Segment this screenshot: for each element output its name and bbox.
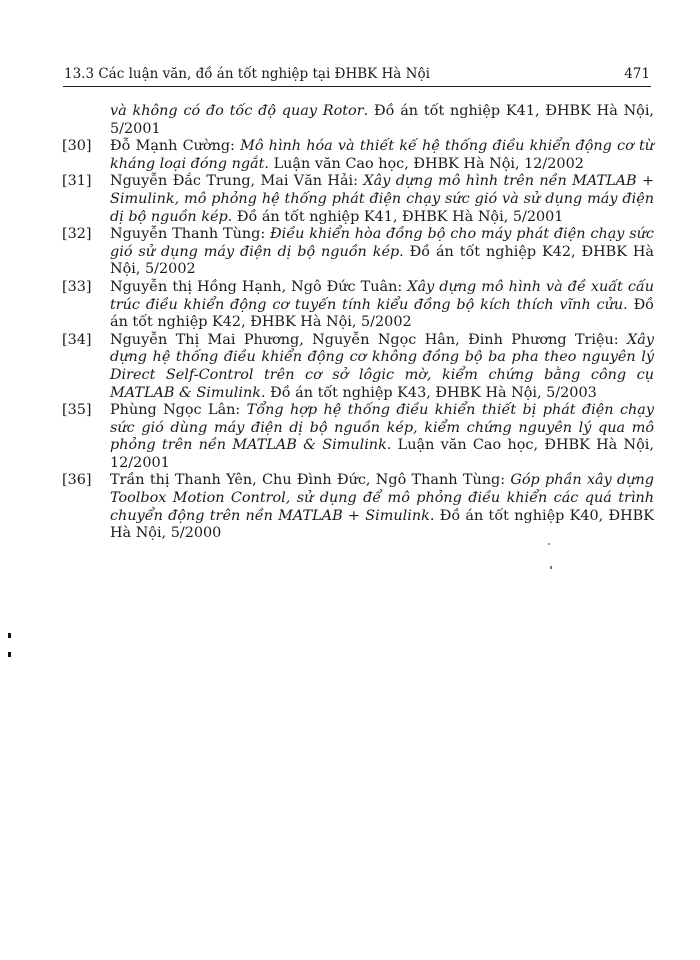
reference-title: Xây dựng mô hình và đề xuất cấu trúc điều khiển động cơ tuyến tính kiểu đồng bộ kích thích vĩnh cửu (110, 278, 655, 313)
reference-title: Điều khiển hòa đồng bộ cho máy phát điện chạy sức gió sử dụng máy điện dị bộ nguồn kép (110, 226, 654, 260)
scan-speck (548, 543, 550, 545)
reference-note: . Đồ án tốt nghiệp K42, ĐHBK Hà Nội, 5/2002 (110, 296, 654, 331)
scan-speck (8, 652, 11, 657)
reference-authors: Nguyễn thị Hồng Hạnh, Ngô Đức Tuân: (110, 278, 408, 295)
reference-item-36 (62, 472, 654, 542)
reference-note: . Đồ án tốt nghiệp K41, ĐHBK Hà Nội, 5/2001 (110, 103, 655, 137)
scan-speck (8, 633, 11, 638)
reference-number: [30] (62, 138, 92, 155)
reference-item-continued (62, 103, 654, 138)
reference-item-32 (62, 226, 654, 279)
reference-authors: Nguyễn Thanh Tùng: (110, 226, 271, 243)
reference-title: Xây dựng hệ thống điều khiển động cơ không đồng bộ ba pha theo nguyên lý Direct Self-Control trên cơ sở lôgic mờ, kiểm chứng bằng công cụ MATLAB & Simulink (110, 331, 654, 401)
reference-title: Góp phần xây dựng Toolbox Motion Control, sử dụng để mô phỏng điều khiển các quá trình chuyển động trên nền MATLAB + Simulink (110, 472, 655, 524)
reference-authors: Nguyễn Thị Mai Phương, Nguyễn Ngọc Hân, Đinh Phương Triệu: (110, 331, 628, 348)
running-header (64, 66, 650, 86)
reference-title: Mô hình hóa và thiết kế hệ thống điều khiển động cơ từ kháng loại đóng ngắt (110, 138, 654, 172)
reference-number: [34] (62, 331, 92, 348)
header-section-title: 13.3 Các luận văn, đồ án tốt nghiệp tại ĐHBK Hà Nội (64, 66, 430, 82)
reference-number: [33] (62, 278, 92, 295)
reference-number: [32] (62, 226, 92, 243)
header-divider (63, 86, 651, 87)
reference-title: Xây dựng mô hình trên nền MATLAB + Simulink, mô phỏng hệ thống phát điện chạy sức gió và sử dụng máy điện dị bộ nguồn kép (110, 173, 654, 225)
reference-note: . Đồ án tốt nghiệp K43, ĐHBK Hà Nội, 5/2003 (261, 384, 597, 401)
reference-number: [36] (62, 472, 92, 489)
reference-item-33 (62, 279, 654, 332)
reference-authors: Trần thị Thanh Yên, Chu Đình Đức, Ngô Thanh Tùng: (110, 472, 511, 489)
reference-title: Tổng hợp hệ thống điều khiển thiết bị phát điện chạy sức gió dùng máy điện dị bộ nguồn kép, kiểm chứng nguyên lý qua mô phỏng trên nền MATLAB & Simulink (110, 402, 655, 454)
reference-title: và không có đo tốc độ quay Rotor (110, 103, 364, 119)
reference-item-30 (62, 138, 654, 173)
reference-authors: Nguyễn Đắc Trung, Mai Văn Hải: (110, 173, 364, 190)
reference-authors: Đỗ Mạnh Cường: (110, 138, 241, 155)
reference-note: . Đồ án tốt nghiệp K40, ĐHBK Hà Nội, 5/2000 (110, 507, 654, 542)
reference-list (62, 103, 654, 543)
reference-number: [31] (62, 173, 92, 190)
reference-note: . Đồ án tốt nghiệp K42, ĐHBK Hà Nội, 5/2002 (110, 243, 654, 278)
reference-number: [35] (62, 402, 92, 419)
reference-note: . Luận văn Cao học, ĐHBK Hà Nội, 12/2002 (264, 155, 584, 172)
reference-item-31 (62, 173, 654, 226)
reference-item-34 (62, 332, 654, 402)
reference-note: . Đồ án tốt nghiệp K41, ĐHBK Hà Nội, 5/2001 (227, 208, 564, 225)
scan-speck (550, 566, 552, 569)
page-number: 471 (624, 66, 650, 82)
reference-item-35 (62, 402, 654, 472)
reference-authors: Phùng Ngọc Lân: (110, 402, 247, 419)
reference-note: . Luận văn Cao học, ĐHBK Hà Nội, 12/2001 (110, 437, 654, 471)
